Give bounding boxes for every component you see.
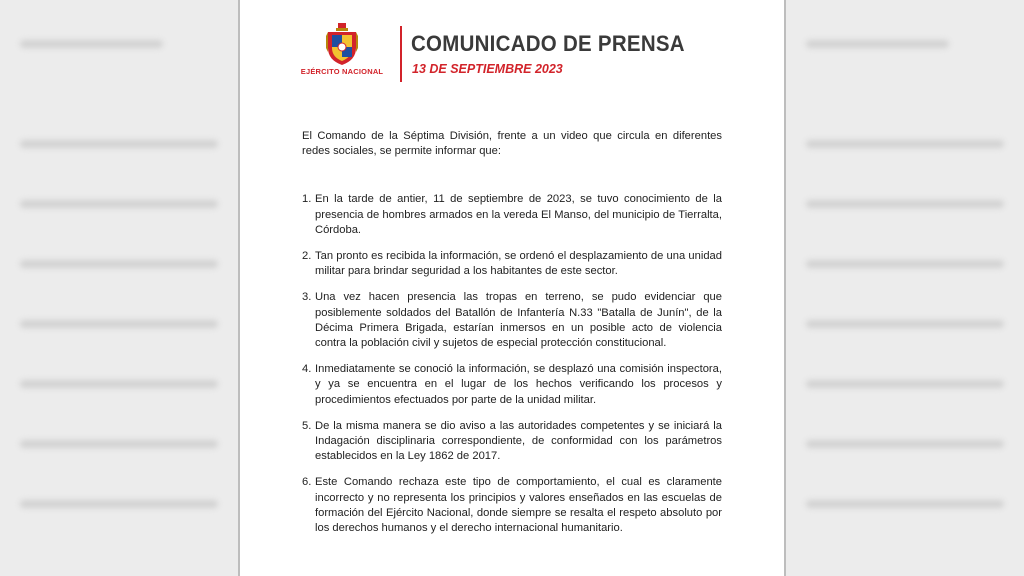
logo-label: EJÉRCITO NACIONAL [300,67,384,76]
statement-list [302,192,722,536]
item-number: 2. [302,250,312,263]
blurred-text-line [806,140,1004,148]
list-item [302,419,722,465]
release-date: 13 DE SEPTIEMBRE 2023 [412,62,563,76]
list-item [302,290,722,351]
list-item [302,192,722,238]
header-divider [400,26,402,82]
blurred-text-line [20,500,218,508]
ejercito-logo [300,22,384,88]
item-number: 4. [302,363,312,376]
blurred-text-line [806,200,1004,208]
blurred-text-line [20,200,218,208]
item-number: 3. [302,291,312,304]
intro-paragraph: El Comando de la Séptima División, frente a un video que circula en diferentes redes sociales, se permite informar que: [302,130,722,158]
letterhead [300,22,740,88]
blurred-text-line [806,260,1004,268]
item-text: Tan pronto es recibida la información, se ordenó el desplazamiento de una unidad militar para brindar seguridad a los habitantes de este sector. [315,250,722,278]
blurred-text-line [806,440,1004,448]
item-number: 5. [302,419,312,432]
item-text: Inmediatamente se conoció la información, se desplazó una comisión inspectora, y ya se encuentra en el lugar de los hechos verificando los procesos y procedimientos efectuados por parte de la unidad militar. [315,363,722,406]
item-text: Este Comando rechaza este tipo de comportamiento, el cual es claramente incorrecto y no representa los principios y valores enseñados en las escuelas de formación del Ejército Nacional, donde siempre se resalta el respeto absoluto por los derechos humanos y el derecho internacional humanitario. [315,476,722,535]
blurred-text-line [20,260,218,268]
item-text: Una vez hacen presencia las tropas en terreno, se pudo evidenciar que posiblemente soldados del Batallón de Infantería N.33 "Batalla de Junín", de la Décima Primera Brigada, estarían inmersos en un posible acto de violencia contra la población civil y sujetos de especial protección constitucional. [315,291,722,350]
list-item [302,249,722,279]
release-body [302,129,722,547]
blurred-background-right [786,0,1024,576]
coat-of-arms-icon [324,22,360,66]
item-number: 1. [302,193,312,206]
blurred-text-line [20,320,218,328]
list-item [302,475,722,536]
item-text: En la tarde de antier, 11 de septiembre de 2023, se tuvo conocimiento de la presencia de hombres armados en la vereda El Manso, del municipio de Tierralta, Córdoba. [315,193,722,236]
blurred-background-left [0,0,238,576]
blurred-text-line [20,440,218,448]
blurred-text-line [806,500,1004,508]
blurred-text-line [806,380,1004,388]
blurred-text-line [806,320,1004,328]
page-edge-right [784,0,786,576]
item-text: De la misma manera se dio aviso a las autoridades competentes y se iniciará la Indagación disciplinaria correspondiente, de conformidad con los parámetros establecidos en la Ley 1862 de 2017. [315,419,722,463]
press-release-page [240,0,784,576]
blurred-text-line [806,40,949,48]
item-number: 6. [302,476,312,489]
blurred-text-line [20,140,218,148]
blurred-text-line [20,40,163,48]
list-item [302,362,722,408]
page-title: COMUNICADO DE PRENSA [411,31,685,56]
blurred-text-line [20,380,218,388]
